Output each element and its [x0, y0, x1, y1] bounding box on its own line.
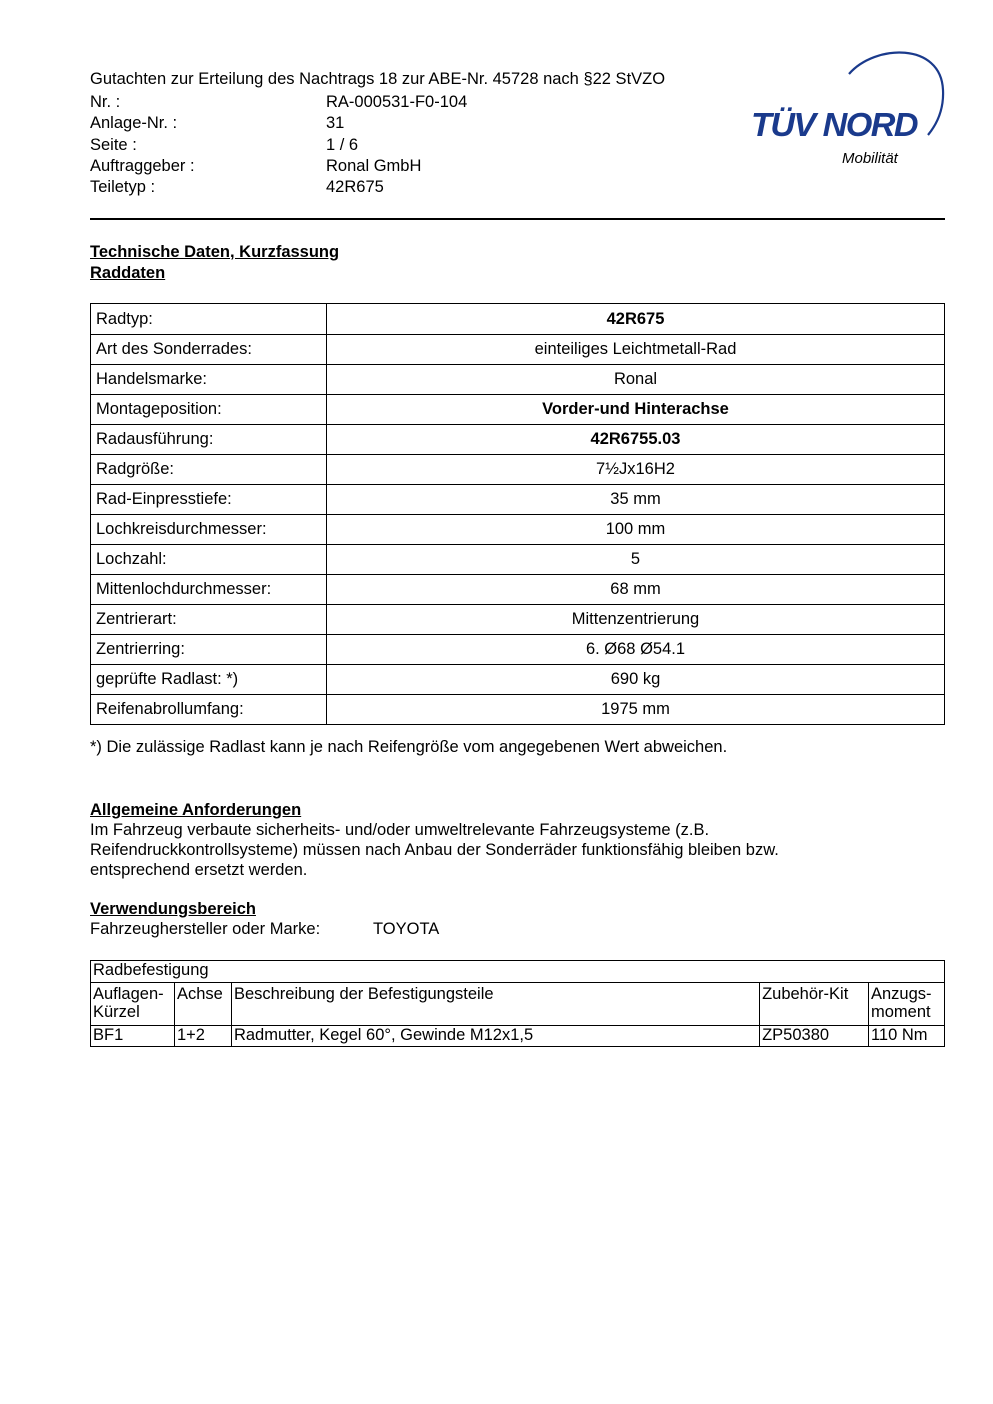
table-row	[91, 304, 945, 335]
cell-achse: 1+2	[174, 1026, 231, 1047]
row-value: 42R675	[327, 304, 945, 335]
table-row	[91, 605, 945, 635]
header-line: moment	[870, 1003, 931, 1021]
header-cell	[174, 983, 231, 1026]
row-value: 5	[327, 545, 945, 575]
meta-key: Teiletyp :	[90, 178, 156, 197]
logo-sub: Mobilität	[842, 150, 898, 167]
row-label: Zentrierart:	[91, 605, 327, 635]
meta-row-anlage	[90, 113, 467, 134]
tuv-nord-logo	[745, 46, 950, 176]
header-line: Kürzel	[93, 1003, 140, 1021]
table-row	[91, 485, 945, 515]
meta-value: Ronal GmbH	[326, 156, 422, 175]
header-line: Beschreibung der Befestigungsteile	[233, 985, 494, 1003]
requirements-line: Im Fahrzeug verbaute sicherheits- und/oder umweltrelevante Fahrzeugsysteme (z.B.	[90, 821, 710, 839]
meta-row-seite	[90, 135, 467, 156]
row-label: Lochzahl:	[91, 545, 327, 575]
table-row	[91, 425, 945, 455]
header-divider	[90, 218, 945, 220]
row-label: Mittenlochdurchmesser:	[91, 575, 327, 605]
requirements-section	[90, 800, 779, 880]
meta-row-teiletyp	[90, 177, 467, 198]
raddaten-table	[90, 303, 945, 725]
meta-key: Nr. :	[90, 93, 121, 111]
usage-row	[90, 919, 439, 939]
row-value: Mittenzentrierung	[327, 605, 945, 635]
row-value: 6. Ø68 Ø54.1	[327, 635, 945, 665]
row-value: einteiliges Leichtmetall-Rad	[327, 335, 945, 365]
meta-key: Seite :	[90, 135, 137, 154]
cell-kuerzel: BF1	[91, 1026, 175, 1047]
usage-value: TOYOTA	[373, 920, 440, 938]
header-cell	[231, 983, 759, 1026]
table-row	[91, 545, 945, 575]
row-value: 100 mm	[327, 515, 945, 545]
meta-row-nr	[90, 92, 467, 113]
row-label: Radtyp:	[91, 304, 327, 335]
meta-value: 42R675	[326, 178, 384, 197]
fastening-table	[90, 960, 945, 1047]
table-row	[91, 365, 945, 395]
table-row	[91, 695, 945, 725]
row-label: Montageposition:	[91, 395, 327, 425]
row-value: 1975 mm	[327, 695, 945, 725]
meta-key: Auftraggeber :	[90, 156, 195, 175]
row-value: 42R6755.03	[327, 425, 945, 455]
row-value: 68 mm	[327, 575, 945, 605]
table-row	[91, 575, 945, 605]
radlast-footnote: *) Die zulässige Radlast kann je nach Reifengröße vom angegebenen Wert abweichen.	[90, 738, 728, 756]
table-row	[91, 455, 945, 485]
document-title: Gutachten zur Erteilung des Nachtrags 18 zur ABE-Nr. 45728 nach §22 StVZO	[90, 70, 666, 88]
table-row	[91, 635, 945, 665]
cell-moment: 110 Nm	[868, 1026, 944, 1047]
row-label: Radausführung:	[91, 425, 327, 455]
usage-label: Fahrzeughersteller oder Marke:	[90, 920, 321, 938]
row-label: Zentrierring:	[91, 635, 327, 665]
row-value: Ronal	[327, 365, 945, 395]
requirements-line: Reifendruckkontrollsysteme) müssen nach Anbau der Sonderräder funktionsfähig bleiben bzw.	[90, 841, 779, 859]
fastening-header-row	[91, 983, 945, 1026]
row-label: Radgröße:	[91, 455, 327, 485]
cell-beschreibung: Radmutter, Kegel 60°, Gewinde M12x1,5	[231, 1026, 759, 1047]
row-label: Lochkreisdurchmesser:	[91, 515, 327, 545]
header-cell	[91, 983, 175, 1026]
row-value: 7½Jx16H2	[327, 455, 945, 485]
logo-brand: TÜV NORD	[751, 106, 918, 143]
cell-zubehoer: ZP50380	[760, 1026, 869, 1047]
technical-heading: Technische Daten, Kurzfassung	[90, 243, 340, 261]
header-meta	[90, 92, 467, 198]
table-row	[91, 665, 945, 695]
row-label: geprüfte Radlast: *)	[91, 665, 327, 695]
meta-value: 1 / 6	[326, 135, 359, 154]
header-line: Zubehör-Kit	[762, 985, 849, 1003]
meta-key: Anlage-Nr. :	[90, 114, 178, 133]
header-line: Anzugs-	[870, 985, 932, 1003]
header-line: Auflagen-	[93, 985, 164, 1003]
header-cell	[760, 983, 869, 1026]
row-label: Rad-Einpresstiefe:	[91, 485, 327, 515]
technical-heading-block	[90, 242, 339, 284]
row-value: Vorder-und Hinterachse	[327, 395, 945, 425]
table-row	[91, 335, 945, 365]
table-row	[91, 1026, 945, 1047]
meta-value: RA-000531-F0-104	[326, 93, 468, 111]
fastening-caption: Radbefestigung	[91, 961, 945, 983]
meta-row-auftraggeber	[90, 156, 467, 177]
requirements-line: entsprechend ersetzt werden.	[90, 861, 308, 879]
meta-value: 31	[326, 114, 345, 133]
table-row	[91, 395, 945, 425]
row-value: 690 kg	[327, 665, 945, 695]
header-cell	[868, 983, 944, 1026]
header-line: Achse	[176, 985, 223, 1003]
usage-heading: Verwendungsbereich	[90, 900, 256, 918]
raddaten-heading: Raddaten	[90, 264, 166, 282]
usage-section	[90, 899, 439, 939]
row-label: Handelsmarke:	[91, 365, 327, 395]
row-label: Art des Sonderrades:	[91, 335, 327, 365]
row-value: 35 mm	[327, 485, 945, 515]
row-label: Reifenabrollumfang:	[91, 695, 327, 725]
requirements-heading: Allgemeine Anforderungen	[90, 801, 302, 819]
table-row	[91, 515, 945, 545]
